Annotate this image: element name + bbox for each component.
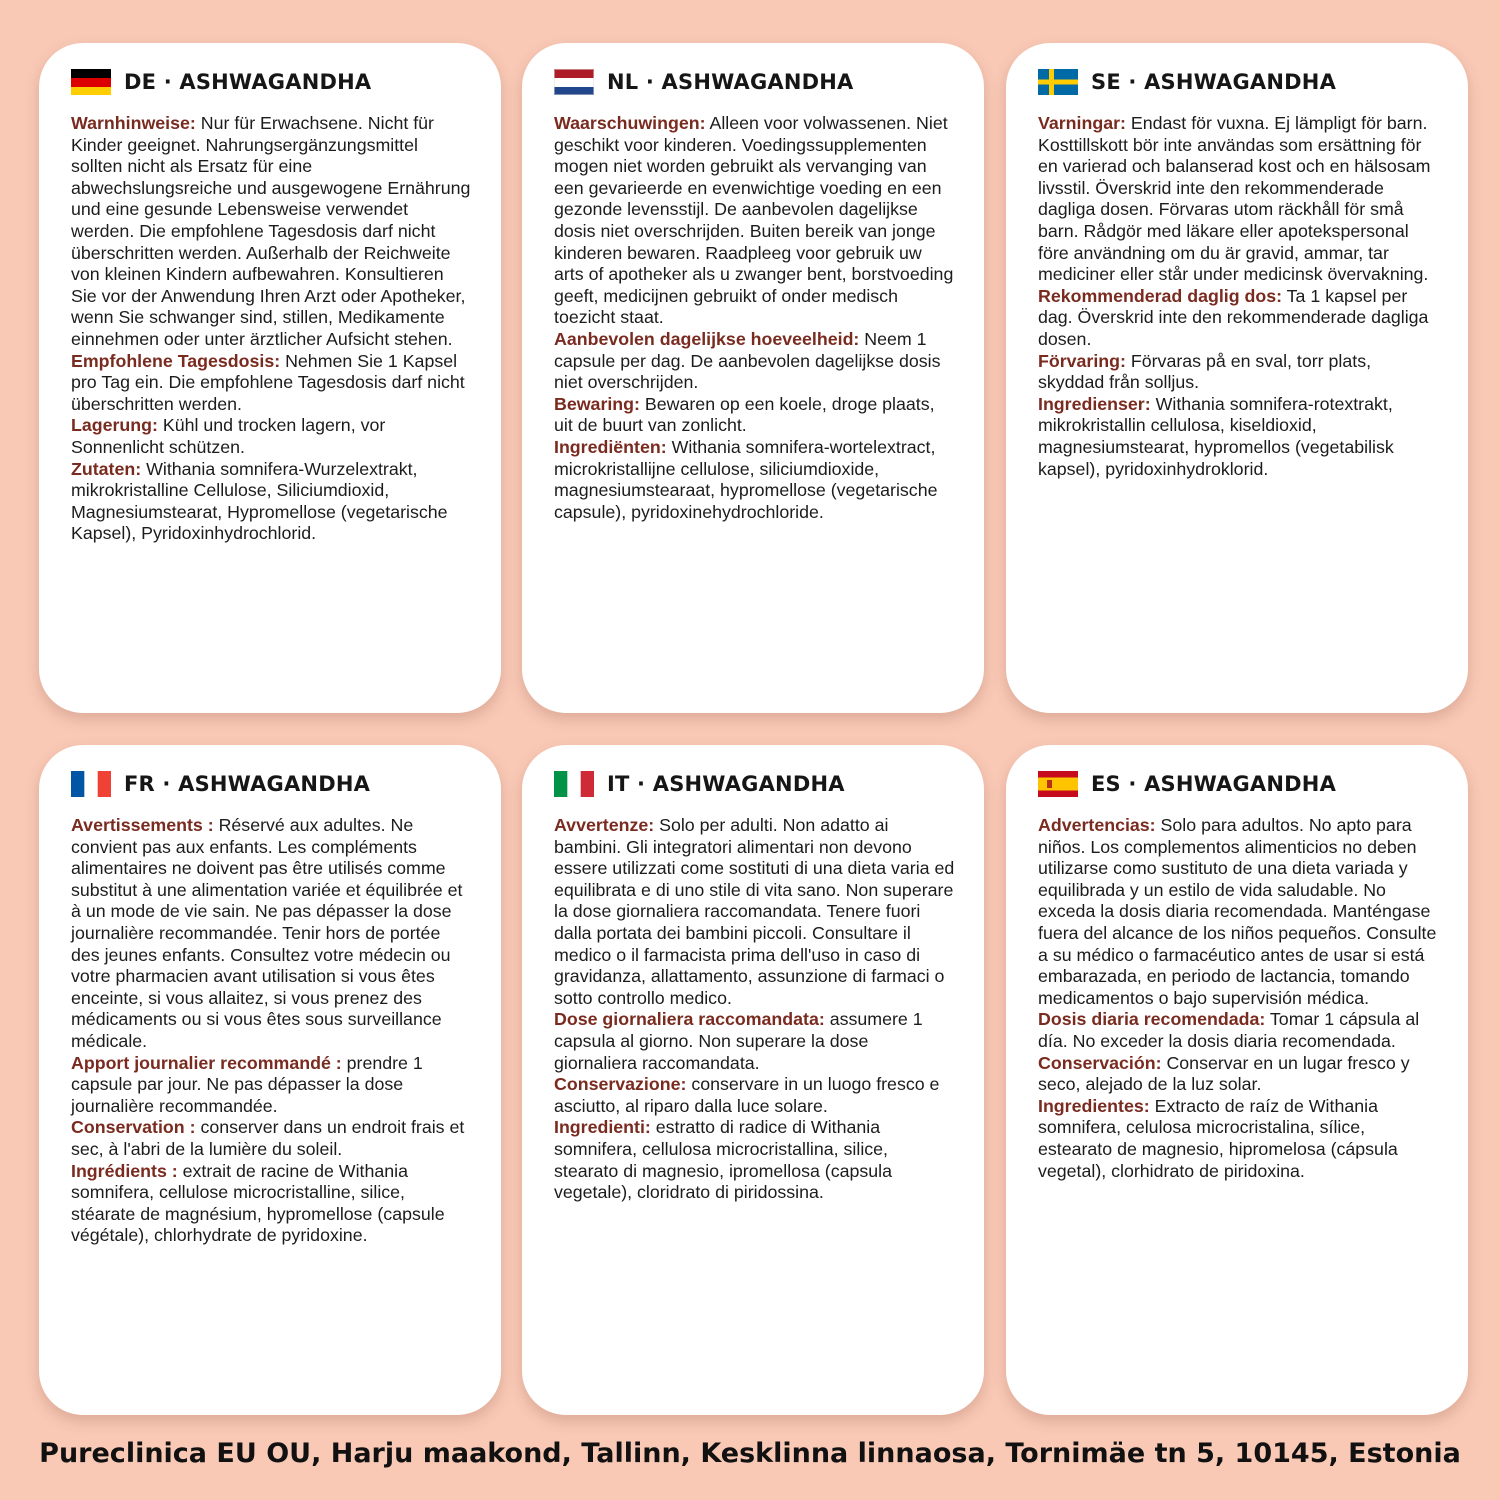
storage-label: Förvaring: <box>1038 350 1126 371</box>
ingredients-text: Extracto de raíz de Withania somnifera, celulosa microcristalina, sílice, estearato de magnesio, hipromelosa (cápsula vegetal), clorhidrato de piridoxina. <box>1038 1095 1398 1181</box>
storage-label: Conservación: <box>1038 1052 1162 1073</box>
dosage-text: assumere 1 capsula al giorno. Non superare la dose giornaliera raccomandata. <box>554 1009 923 1073</box>
card-title: ES · ASHWAGANDHA <box>1091 772 1337 796</box>
warnings-text: Solo per adulti. Non adatto ai bambini. Gli integratori alimentari non devono essere utilizzati come sostituti di una dieta varia ed equilibrata e di uno stile di vita sano. Non superare la dose giornaliera raccomandata. Tenere fuori dalla portata dei bambini piccoli. Consultare il medico o il farmacista prima dell'uso in caso di gravidanza, allattamento, assunzione di farmaci o sotto controllo medico. <box>554 815 955 1008</box>
dosage-label: Aanbevolen dagelijkse hoeveelheid: <box>554 328 860 349</box>
italy-flag-icon <box>554 771 594 797</box>
card-nl <box>522 43 984 713</box>
card-title: DE · ASHWAGANDHA <box>124 70 372 94</box>
dosage-label: Apport journalier recommandé : <box>71 1052 342 1073</box>
card-body <box>71 113 473 545</box>
warnings-label: Waarschuwingen: <box>554 113 706 133</box>
ingredients-paragraph <box>554 437 956 523</box>
dosage-text: prendre 1 capsule par jour. Ne pas dépasser la dose journalière recommandée. <box>71 1052 423 1116</box>
card-header <box>71 767 473 801</box>
storage-text: Conservar en un lugar fresco y seco, alejado de la luz solar. <box>1038 1052 1410 1095</box>
ingredients-label: Ingrédients : <box>71 1160 178 1181</box>
card-header <box>71 65 473 99</box>
netherlands-flag-icon <box>554 69 594 95</box>
dosage-text: Neem 1 capsule per dag. De aanbevolen dagelijkse dosis niet overschrijden. <box>554 328 941 393</box>
ingredients-paragraph <box>554 1117 956 1203</box>
card-body <box>554 815 956 1204</box>
warnings-paragraph <box>554 815 956 1009</box>
dosage-label: Dose giornaliera raccomandata: <box>554 1009 825 1030</box>
dosage-text: Tomar 1 cápsula al día. No exceder la dosis diaria recomendada. <box>1038 1009 1420 1051</box>
card-es <box>1006 745 1468 1415</box>
card-title: NL · ASHWAGANDHA <box>607 70 854 94</box>
card-it <box>522 745 984 1415</box>
company-address: Pureclinica EU OU, Harju maakond, Tallinn, Kesklinna linnaosa, Tornimäe tn 5, 10145, Estonia <box>39 1438 1461 1469</box>
card-header <box>1038 65 1440 99</box>
card-se <box>1006 43 1468 713</box>
ingredients-label: Zutaten: <box>71 458 142 479</box>
ingredients-paragraph <box>71 459 473 545</box>
warnings-text: Endast för vuxna. Ej lämpligt för barn. Kosttillskott bör inte användas som ersättning för en varierad och balanserad kost och en hälsosam livsstil. Överskrid inte den rekommenderade dagliga dosen. Förvaras utom räckhåll för små barn. Rådgör med läkare eller apotekspersonal före användning om du är gravid, ammar, tar mediciner eller står under medicinsk övervakning. <box>1038 113 1431 285</box>
ingredients-text: Withania somnifera-rotextrakt, mikrokristallin cellulosa, kiseldioxid, magnesiumstearat, hypromellos (vegetabilisk kapsel), pyridoxinhydroklorid. <box>1038 393 1394 479</box>
warnings-paragraph <box>1038 113 1440 286</box>
warnings-label: Warnhinweise: <box>71 113 196 133</box>
card-title: SE · ASHWAGANDHA <box>1091 70 1337 94</box>
card-de <box>39 43 501 713</box>
storage-label: Conservation : <box>71 1117 196 1138</box>
france-flag-icon <box>71 771 111 797</box>
card-body <box>1038 815 1440 1182</box>
warnings-label: Advertencias: <box>1038 815 1156 835</box>
card-fr <box>39 745 501 1415</box>
ingredients-label: Ingredientes: <box>1038 1095 1150 1116</box>
warnings-text: Réservé aux adultes. Ne convient pas aux enfants. Les compléments alimentaires ne doivent pas être utilisés comme substitut à une alimentation variée et équilibrée et à un mode de vie sain. Ne pas dépasser la dose journalière recommandée. Tenir hors de portée des jeunes enfants. Consultez votre médecin ou votre pharmacien avant utilisation si vous êtes enceinte, si vous allaitez, si vous prenez des médicaments ou si vous êtes sous surveillance médicale. <box>71 815 463 1051</box>
card-header <box>554 767 956 801</box>
germany-flag-icon <box>71 69 111 95</box>
dosage-label: Rekommenderad daglig dos: <box>1038 285 1283 306</box>
ingredients-paragraph <box>1038 394 1440 480</box>
dosage-text: Nehmen Sie 1 Kapsel pro Tag ein. Die empfohlene Tagesdosis darf nicht überschritten werden. <box>71 350 465 414</box>
storage-paragraph <box>71 415 473 458</box>
dosage-paragraph <box>71 351 473 416</box>
dosage-paragraph <box>1038 286 1440 351</box>
dosage-paragraph <box>71 1053 473 1118</box>
warnings-text: Alleen voor volwassenen. Niet geschikt voor kinderen. Voedingssupplementen mogen niet worden gebruikt als vervanging van een gevarieerde en evenwichtige voeding en een gezonde levensstijl. De aanbevolen dagelijkse dosis niet overschrijden. Buiten bereik van jonge kinderen bewaren. Raadpleeg voor gebruik uw arts of apotheker als u zwanger bent, borstvoeding geeft, medicijnen gebruikt of onder medisch toezicht staat. <box>554 113 954 328</box>
ingredients-text: Withania somnifera-Wurzelextrakt, mikrokristalline Cellulose, Siliciumdioxid, Magnesiumstearat, Hypromellose (vegetarische Kapsel), Pyridoxinhydrochlorid. <box>71 458 448 544</box>
warnings-paragraph <box>71 815 473 1053</box>
storage-paragraph <box>1038 351 1440 394</box>
dosage-paragraph <box>1038 1009 1440 1052</box>
ingredients-text: estratto di radice di Withania somnifera, cellulosa microcristallina, silice, stearato di magnesio, ipromellosa (capsula vegetale), cloridrato di piridossina. <box>554 1117 893 1203</box>
card-body <box>554 113 956 523</box>
storage-label: Conservazione: <box>554 1074 687 1095</box>
warnings-label: Avertissements : <box>71 815 214 835</box>
ingredients-paragraph <box>1038 1096 1440 1182</box>
card-body <box>1038 113 1440 480</box>
storage-text: Förvaras på en sval, torr plats, skyddad från solljus. <box>1038 350 1372 393</box>
storage-label: Bewaring: <box>554 393 640 414</box>
warnings-paragraph <box>1038 815 1440 1009</box>
storage-text: Bewaren op een koele, droge plaats, uit de buurt van zonlicht. <box>554 393 935 436</box>
dosage-label: Dosis diaria recomendada: <box>1038 1009 1266 1030</box>
ingredients-paragraph <box>71 1161 473 1247</box>
sweden-flag-icon <box>1038 69 1078 95</box>
dosage-paragraph <box>554 329 956 394</box>
ingredients-label: Ingredienser: <box>1038 393 1151 414</box>
storage-paragraph <box>554 1074 956 1117</box>
ingredients-label: Ingredienti: <box>554 1117 651 1138</box>
storage-paragraph <box>71 1117 473 1160</box>
storage-text: conserver dans un endroit frais et sec, à l'abri de la lumière du soleil. <box>71 1117 465 1159</box>
storage-paragraph <box>554 394 956 437</box>
card-title: FR · ASHWAGANDHA <box>124 772 371 796</box>
card-body <box>71 815 473 1247</box>
storage-text: conservare in un luogo fresco e asciutto, al riparo dalla luce solare. <box>554 1074 940 1116</box>
card-header <box>1038 767 1440 801</box>
card-title: IT · ASHWAGANDHA <box>607 772 845 796</box>
dosage-text: Ta 1 kapsel per dag. Överskrid inte den rekommenderade dagliga dosen. <box>1038 285 1429 349</box>
warnings-paragraph <box>71 113 473 351</box>
storage-label: Lagerung: <box>71 415 158 436</box>
ingredients-text: extrait de racine de Withania somnifera, cellulose microcristalline, silice, stéarate de magnésium, hypromellose (capsule végétale), chlorhydrate de pyridoxine. <box>71 1160 445 1246</box>
storage-paragraph <box>1038 1053 1440 1096</box>
storage-text: Kühl und trocken lagern, vor Sonnenlicht schützen. <box>71 415 386 457</box>
spain-flag-icon <box>1038 771 1078 797</box>
ingredients-text: Withania somnifera-wortelextract, microkristallijne cellulose, siliciumdioxide, magnesiumstearaat, hypromellose (vegetarische capsule), pyridoxinehydrochloride. <box>554 436 938 522</box>
warnings-text: Solo para adultos. No apto para niños. Los complementos alimenticios no deben utilizarse como sustituto de una dieta variada y equilibrada y un estilo de vida saludable. No exceda la dosis diaria recomendada. Manténgase fuera del alcance de los niños pequeños. Consulte a su médico o farmacéutico antes de usar si está embarazada, en periodo de lactancia, tomando medicamentos o bajo supervisión médica. <box>1038 815 1437 1008</box>
dosage-paragraph <box>554 1009 956 1074</box>
warnings-label: Avvertenze: <box>554 815 655 835</box>
dosage-label: Empfohlene Tagesdosis: <box>71 350 281 371</box>
ingredients-label: Ingrediënten: <box>554 436 667 457</box>
warnings-paragraph <box>554 113 956 329</box>
warnings-text: Nur für Erwachsene. Nicht für Kinder geeignet. Nahrungsergänzungsmittel sollten nicht als Ersatz für eine abwechslungsreiche und ausgewogene Ernährung und eine gesunde Lebensweise verwendet werden. Die empfohlene Tagesdosis darf nicht überschritten werden. Außerhalb der Reichweite von kleinen Kindern aufbewahren. Konsultieren Sie vor der Anwendung Ihren Arzt oder Apotheker, wenn Sie schwanger sind, stillen, Medikamente einnehmen oder unter ärztlicher Aufsicht stehen. <box>71 113 471 349</box>
warnings-label: Varningar: <box>1038 113 1126 133</box>
card-header <box>554 65 956 99</box>
